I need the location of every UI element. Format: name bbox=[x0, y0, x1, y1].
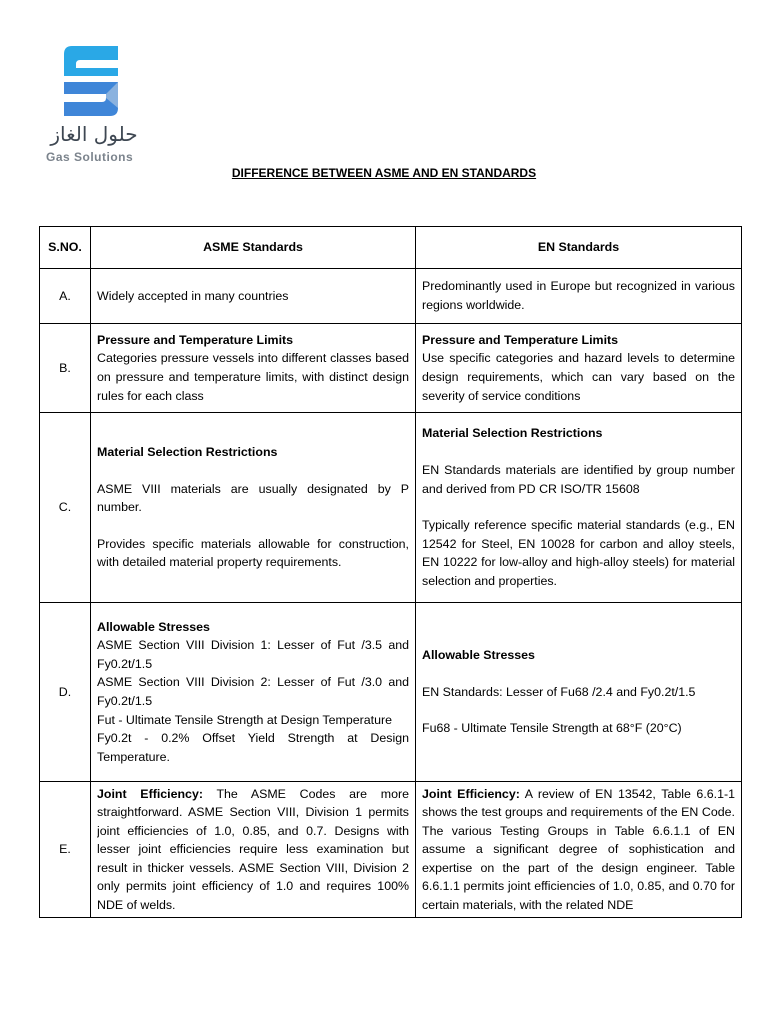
asme-cell bbox=[91, 269, 416, 324]
asme-cell bbox=[91, 324, 416, 413]
table-row bbox=[40, 603, 742, 782]
row-sno: D. bbox=[40, 603, 91, 782]
asme-text: ASME VIII materials are usually designated by P number. bbox=[97, 481, 409, 515]
header-en: EN Standards bbox=[416, 227, 742, 269]
asme-text: Provides specific materials allowable for construction, with detailed material property requirements. bbox=[97, 536, 409, 570]
table-row bbox=[40, 324, 742, 413]
en-text: Fu68 - Ultimate Tensile Strength at 68°F (20°C) bbox=[422, 721, 682, 736]
asme-heading: Joint Efficiency: bbox=[97, 786, 203, 801]
en-heading: Pressure and Temperature Limits bbox=[422, 332, 619, 347]
company-logo bbox=[46, 46, 146, 170]
gas-solutions-s-logo-icon bbox=[60, 46, 122, 116]
header-asme: ASME Standards bbox=[91, 227, 416, 269]
asme-text: Fut - Ultimate Tensile Strength at Design Temperature bbox=[97, 712, 392, 727]
table-header-row bbox=[40, 227, 742, 269]
table-row bbox=[40, 269, 742, 324]
asme-text: ASME Section VIII Division 1: Lesser of Fut /3.5 and Fy0.2t/1.5 bbox=[97, 638, 409, 671]
en-cell bbox=[416, 603, 742, 782]
header-sno: S.NO. bbox=[40, 227, 91, 269]
en-heading: Material Selection Restrictions bbox=[422, 426, 603, 441]
row-sno: B. bbox=[40, 324, 91, 413]
table-row bbox=[40, 413, 742, 603]
row-sno: C. bbox=[40, 413, 91, 603]
asme-text: Fy0.2t - 0.2% Offset Yield Strength at Design Temperature. bbox=[97, 731, 409, 764]
asme-cell bbox=[91, 413, 416, 603]
asme-heading: Allowable Stresses bbox=[97, 619, 210, 634]
logo-arabic-text: حلول الغاز bbox=[50, 122, 138, 146]
en-text: EN Standards: Lesser of Fu68 /2.4 and Fy0.2t/1.5 bbox=[422, 684, 696, 699]
asme-text: The ASME Codes are more straightforward. ASME Section VIII, Division 1 permits joint efficiencies of 1.0, 0.85, and 0.7. Designs with lesser joint efficiencies require less examination but result in thicker vessels. ASME Section VIII, Division 2 only permits joint efficiency of 1.0 and requires 100% NDE of welds. bbox=[97, 786, 409, 913]
asme-text: Categories pressure vessels into different classes based on pressure and temperature limits, with distinct design rules for each class bbox=[97, 351, 409, 403]
en-cell bbox=[416, 269, 742, 324]
asme-text: ASME Section VIII Division 2: Lesser of Fut /3.0 and Fy0.2t/1.5 bbox=[97, 675, 409, 708]
asme-cell bbox=[91, 782, 416, 918]
asme-text: Widely accepted in many countries bbox=[97, 288, 289, 303]
asme-cell bbox=[91, 603, 416, 782]
comparison-table bbox=[39, 226, 742, 918]
en-cell bbox=[416, 782, 742, 918]
table-row bbox=[40, 782, 742, 918]
en-text: Typically reference specific material standards (e.g., EN 12542 for Steel, EN 10028 for carbon and alloy steels, EN 10222 for low-alloy and high-alloy steels) for material selection and properties. bbox=[422, 518, 735, 588]
en-text: Use specific categories and hazard levels to determine design requirements, which can vary based on the severity of service conditions bbox=[422, 351, 735, 403]
en-text: Predominantly used in Europe but recognized in various regions worldwide. bbox=[422, 279, 735, 312]
en-cell bbox=[416, 413, 742, 603]
row-sno: E. bbox=[40, 782, 91, 918]
logo-english-text: Gas Solutions bbox=[46, 150, 134, 164]
asme-heading: Material Selection Restrictions bbox=[97, 445, 278, 460]
document-title: DIFFERENCE BETWEEN ASME AND EN STANDARDS bbox=[231, 166, 537, 180]
asme-heading: Pressure and Temperature Limits bbox=[97, 332, 294, 347]
en-heading: Allowable Stresses bbox=[422, 648, 535, 663]
en-cell bbox=[416, 324, 742, 413]
en-text: EN Standards materials are identified by group number and derived from PD CR ISO/TR 15608 bbox=[422, 463, 735, 496]
row-sno: A. bbox=[40, 269, 91, 324]
en-text: A review of EN 13542, Table 6.6.1-1 shows the test groups and requirements of the EN Code. The various Testing Groups in Table 6.6.1.1 of EN assume a significant degree of sophistication and expertise on the part of the design engineer. Table 6.6.1.1 permits joint efficiencies of 1.0, 0.85, and 0.70 for certain materials, with the related NDE bbox=[422, 786, 735, 913]
en-heading: Joint Efficiency: bbox=[422, 786, 520, 801]
